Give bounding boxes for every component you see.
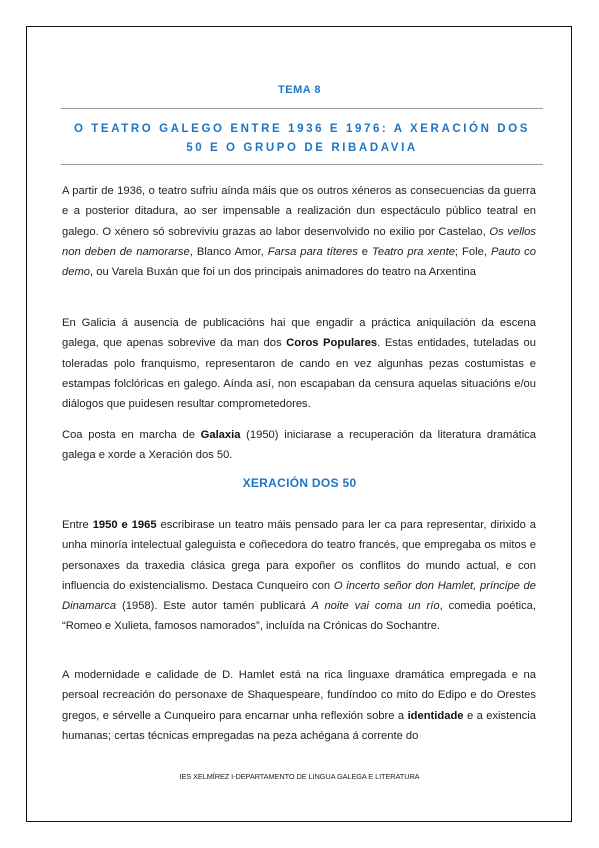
italic-title: A noite vai coma un río — [311, 600, 440, 613]
text-run: A modernidade e calidade de D. Hamlet está na rica linguaxe dramática empregada e na persoal recreación do personaxe de Shaquespeare, fundíndoo co mito do Edipo e do Orestes gregos, e sérvelle a Cunqueiro para encarnar unha reflexión sobre a — [62, 669, 536, 722]
text-run: Coa posta en marcha de — [62, 429, 201, 441]
text-run: (1958). Este autor tamén publicará — [116, 600, 312, 613]
text-run: e — [357, 245, 373, 258]
top-divider — [61, 108, 543, 109]
text-run: escribirase un teatro máis pensado para ler ca para representar, dirixido a unha minoría intelectual galeguista e coñecedora do teatro francés, que empregaba os mitos e personaxes da traxedia clásica grega para expoñer os conflitos do mundo actual, e con influencia do existencialismo. Destaca Cunqueiro con — [62, 519, 536, 592]
bold-term: Galaxia — [200, 429, 241, 441]
section-heading: XERACIÓN DOS 50 — [242, 476, 357, 490]
italic-title: Farsa para títeres — [267, 245, 358, 258]
document-title — [61, 120, 543, 158]
text-run: Entre — [62, 519, 93, 531]
bold-term: 1950 e 1965 — [92, 519, 157, 531]
text-run: A partir de 1936, o teatro sufriu aínda máis que os outros xéneros as consecuencias da guerra e a posterior ditadura, ao ser impensable a realización dun espectáculo público teatral en galego. O xénero só sobreviviu grazas ao labor desenvolvido no exilio por Castelao, — [62, 185, 536, 238]
text-run: (1950) iniciarase a recuperación da literatura dramática galega e xorde a Xeración dos 50. — [62, 429, 536, 462]
page-footer: IES XELMÍREZ I-DEPARTAMENTO DE LINGUA GALEGA E LITERATURA — [179, 772, 420, 781]
theme-label: TEMA 8 — [278, 84, 321, 96]
bold-term: Coros Populares — [286, 337, 378, 350]
bold-term: identidade — [407, 709, 464, 722]
bottom-divider — [61, 164, 543, 165]
text-run: e a existencia humanas; certas técnicas empregadas na peza achéganа á corrente do — [62, 709, 536, 742]
title-line-1: O TEATRO GALEGO ENTRE 1936 E 1976: A XERACIÓN DOS — [73, 123, 531, 135]
text-run: . Estas entidades, tuteladas ou toleradas polo franquismo, representaron de cando en vez algunhas pezas costumistas e estampas folclóricas en galego. Aínda así, non escapaban da censura aquelas situacións e/ou diálogos que puidesen resultar comprometedores. — [62, 337, 536, 411]
italic-title: Pauto co demo — [62, 245, 536, 279]
italic-title: Teatro pra xente — [372, 245, 455, 258]
paragraph-3 — [62, 425, 536, 466]
italic-title: O incerto señor don Hamlet, príncipe de Dinamarca — [62, 579, 536, 613]
italic-title: Os vellos non deben de namorarse — [62, 225, 536, 258]
text-run: , comedia poética, “Romeo e Xulieta, famosos namorados”, incluída na Crónicas do Sochantre. — [62, 600, 536, 633]
paragraph-1 — [62, 181, 536, 282]
paragraph-4 — [62, 515, 536, 637]
text-run: En Galicia á ausencia de publicacións hai que engadir a práctica aniquilación da escena galega, que apenas sobrevive da man dos — [62, 317, 536, 350]
text-run: ; Fole, — [454, 245, 491, 258]
text-run: , ou Varela Buxán que foi un dos principais animadores do teatro na Arxentina — [90, 266, 477, 279]
paragraph-5 — [62, 665, 536, 746]
title-line-2: 50 E O GRUPO DE RIBADAVIA — [186, 142, 418, 154]
paragraph-2 — [62, 313, 536, 414]
text-run: , Blanco Amor, — [189, 245, 268, 258]
